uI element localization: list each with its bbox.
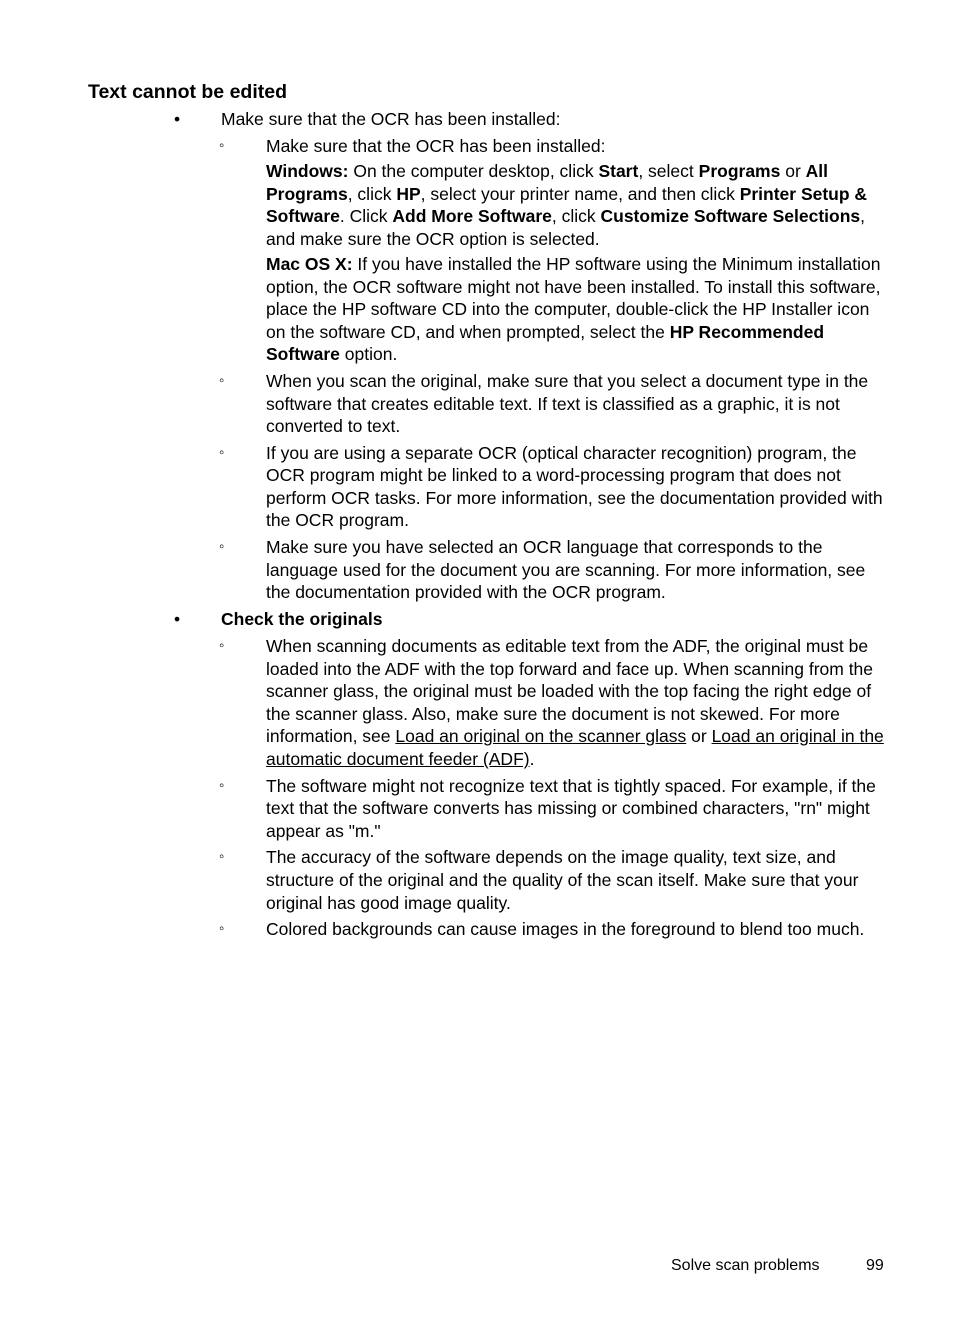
sub-item-accuracy (0, 846, 884, 918)
sub-item-text: When you scan the original, make sure that you select a document type in the software that creates editable text. If text is classified as a graphic, it is not converted to text. (266, 370, 869, 437)
sub-item-install-ocr (0, 135, 884, 370)
sub-bullet-icon: ◦ (219, 776, 225, 794)
sub-item-adf-loading (0, 635, 884, 775)
sub-item-separate-ocr (0, 442, 884, 536)
bullet-item-check-originals (0, 608, 884, 945)
sub-bullet-icon: ◦ (219, 920, 225, 938)
sub-item-document-type (0, 370, 884, 442)
bullet-label: Make sure that the OCR has been installed: (221, 109, 561, 129)
sub-bullet-icon: ◦ (219, 848, 225, 866)
bullet-label: Check the originals (221, 608, 383, 629)
sub-item-intro: Make sure that the OCR has been installed: (266, 136, 606, 157)
sub-bullet-icon: ◦ (219, 538, 225, 556)
sub-item-text: The software might not recognize text that is tightly spaced. For example, if the text that the software converts has missing or combined characters, "rn" might appear as "m." (266, 775, 876, 841)
sub-item-text: When scanning documents as editable text from the ADF, the original must be loaded into the ADF with the top forward and face up. When scanning from the scanner glass, the original must be loaded with the top facing the right edge of the scanner glass. Also, make sure the document is not skewed. For more information, see Load an original on the scanner glass or Load an original in the automatic document feeder (ADF). (266, 636, 884, 769)
bullet-item-ocr-installed (0, 108, 884, 608)
page-number: 99 (866, 1257, 884, 1274)
sub-item-text: The accuracy of the software depends on the image quality, text size, and structure of the original and the quality of the scan itself. Make sure that your original has good image quality. (266, 847, 859, 913)
link-scanner-glass[interactable]: Load an original on the scanner glass (395, 726, 687, 747)
sub-bullet-icon: ◦ (219, 371, 225, 389)
windows-instructions: Windows: On the computer desktop, click Start, select Programs or All Programs, click HP, select your printer name, and then click Printer Setup & Software. Click Add More Software, click Customize Software Selections, and make sure the OCR option is selected. (266, 161, 868, 249)
sub-bullet-icon: ◦ (219, 637, 225, 655)
sub-item-text: If you are using a separate OCR (optical character recognition) program, the OCR program might be linked to a word-processing program that does not perform OCR tasks. For more information, see the documentation provided with the OCR program. (266, 442, 883, 531)
bullet-icon: • (174, 109, 181, 129)
sub-bullet-icon: ◦ (219, 443, 225, 461)
mac-instructions: Mac OS X: If you have installed the HP software using the Minimum installation option, the OCR software might not have been installed. To install this software, place the HP software CD into the computer, double-click the HP Installer icon on the software CD, and when prompted, select the HP Recommended Software option. (266, 253, 881, 365)
bullet-icon: • (174, 608, 181, 629)
sub-item-text: Make sure you have selected an OCR language that corresponds to the language used for the document you are scanning. For more information, see the documentation provided with the OCR program. (266, 537, 866, 603)
footer-section-title: Solve scan problems (671, 1257, 820, 1274)
troubleshooting-list (0, 108, 954, 945)
sub-item-ocr-language (0, 536, 884, 608)
section-heading: Text cannot be edited (88, 81, 287, 103)
sub-item-text: Colored backgrounds can cause images in the foreground to blend too much. (266, 919, 865, 940)
sub-item-tight-spacing (0, 775, 884, 847)
sub-bullet-icon: ◦ (219, 137, 225, 155)
sub-item-colored-backgrounds (0, 918, 884, 945)
link-adf[interactable]: Load an original in the automatic document feeder (ADF) (266, 726, 884, 769)
